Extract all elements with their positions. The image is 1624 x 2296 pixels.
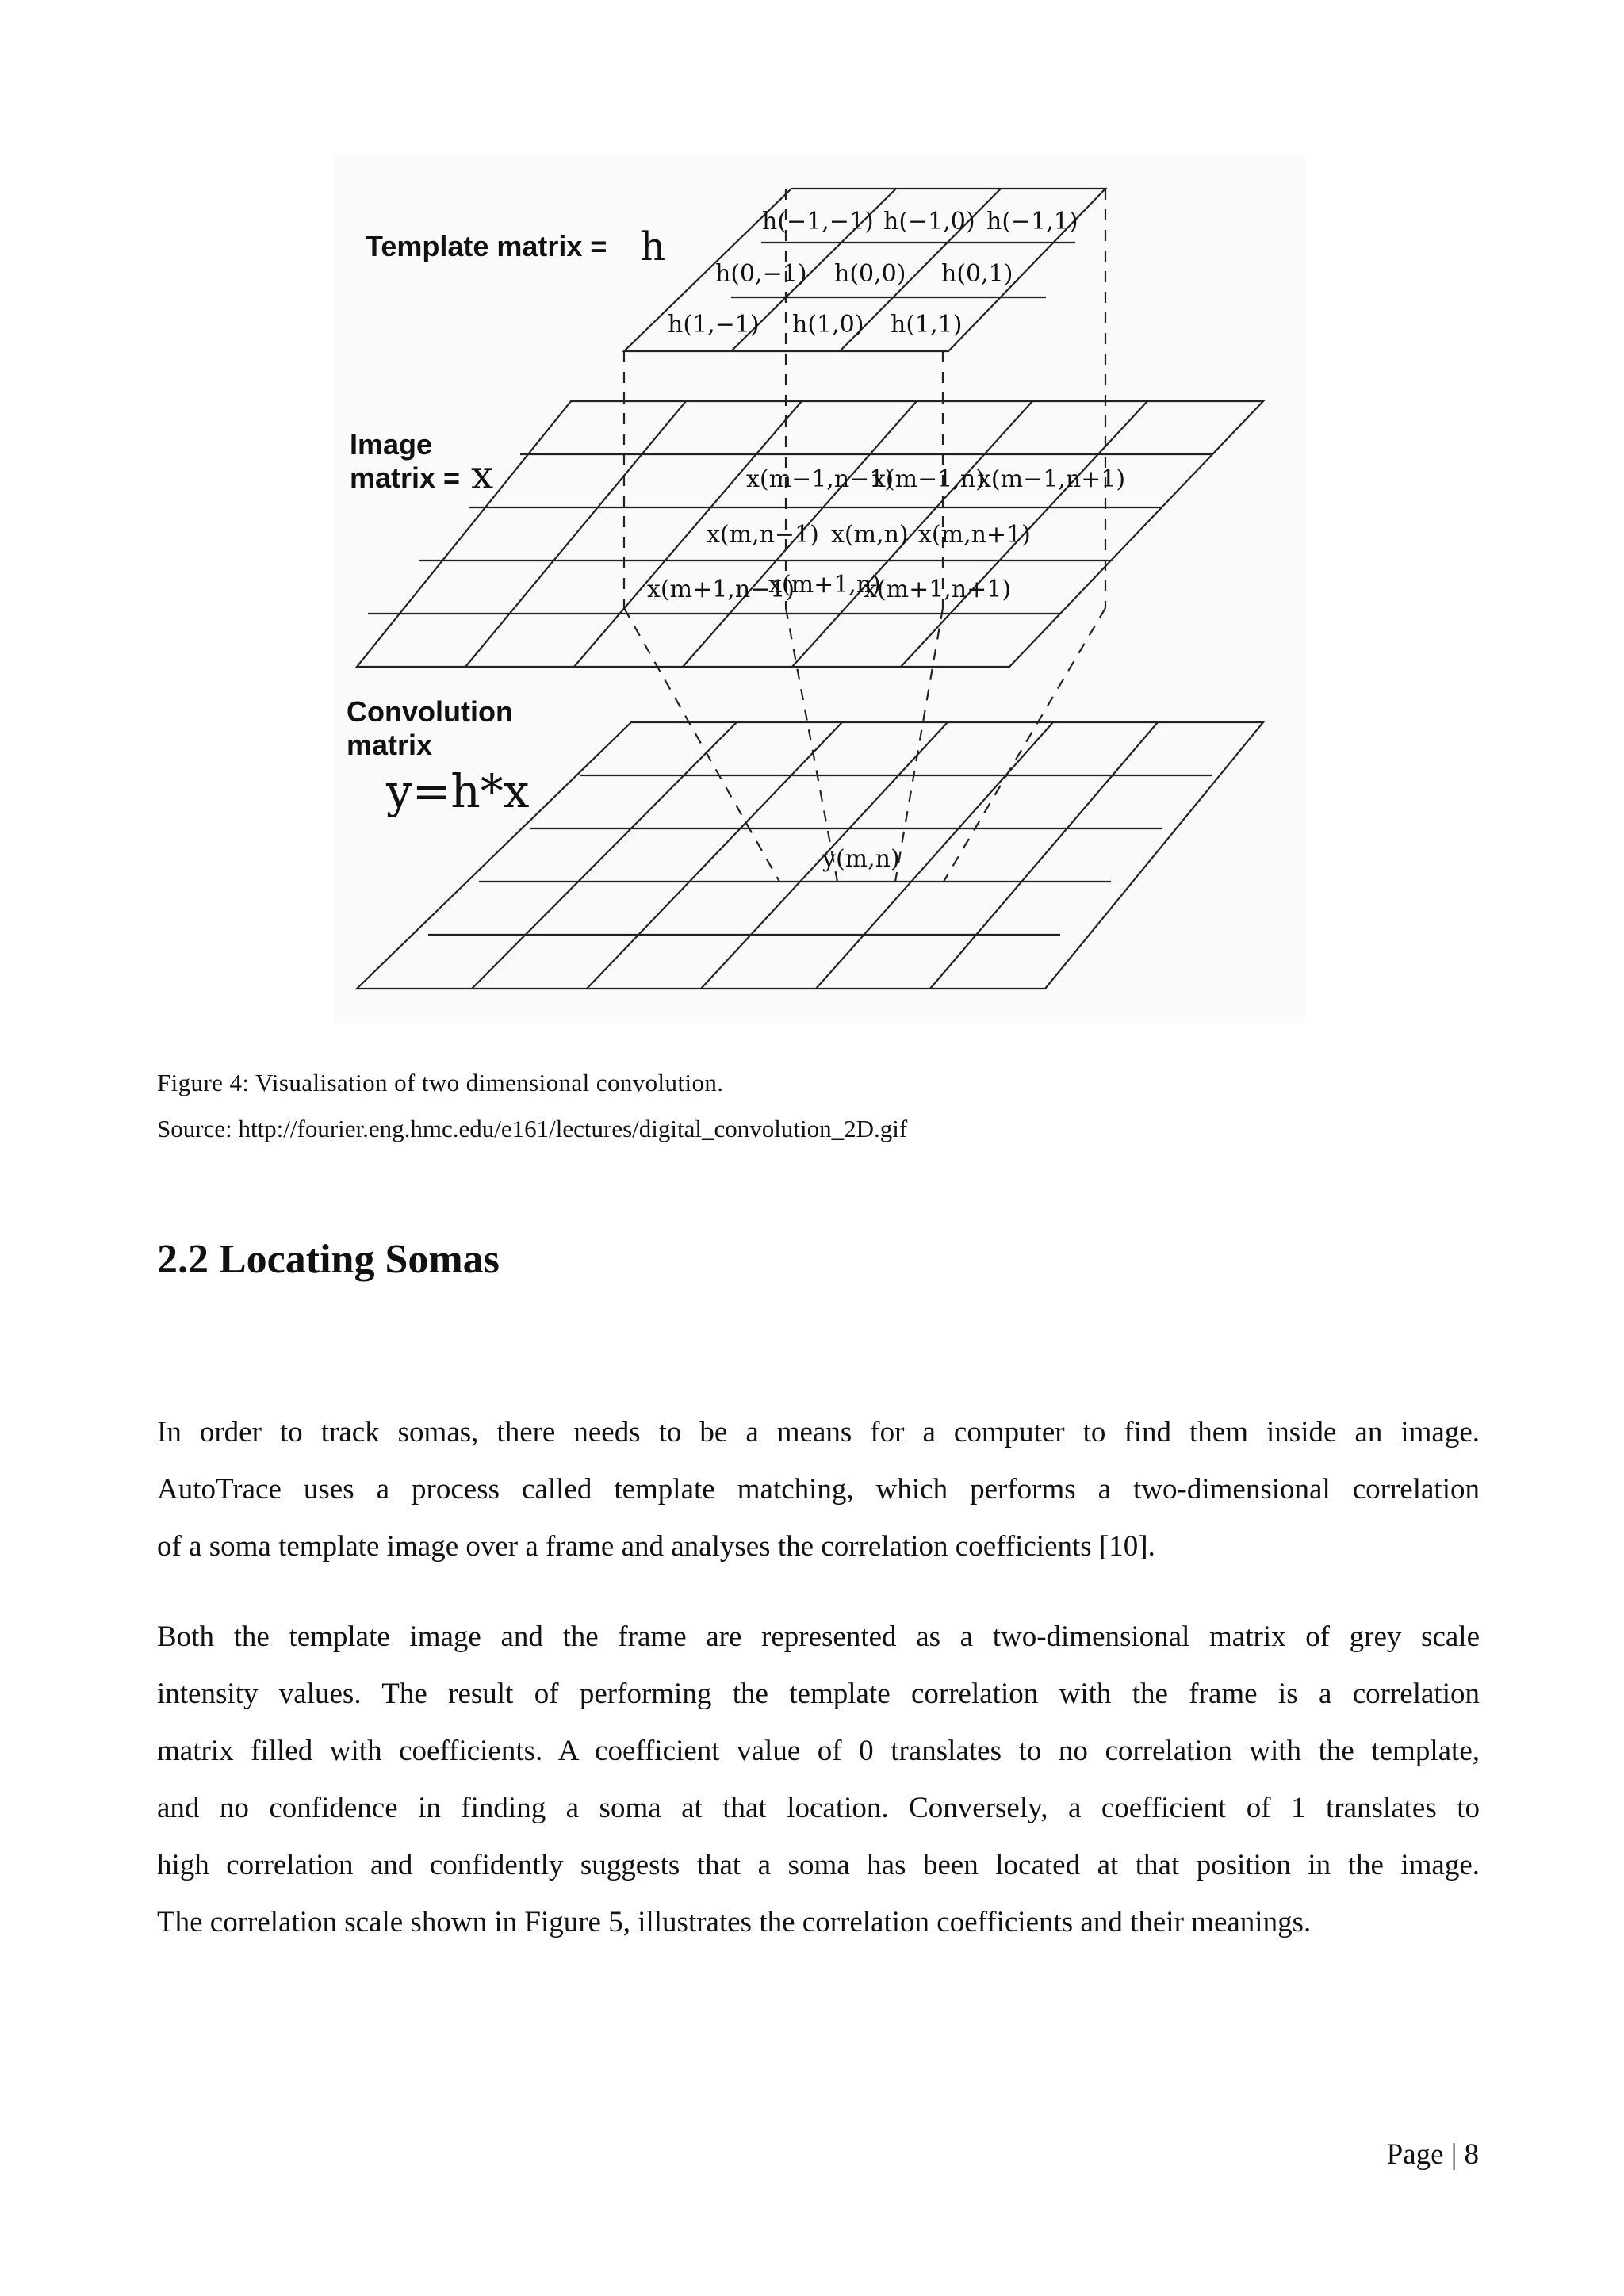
paragraph [157,1404,1480,1575]
convolution-figure [334,156,1305,1023]
paragraph-line: of a soma template image over a frame and analyses the correlation coefficients [10]. [157,1530,1155,1563]
image-cell: x(m−1,n+1) [978,465,1126,493]
paragraph-line: The correlation scale shown in Figure 5, illustrates the correlation coefficients and their meanings. [157,1906,1312,1938]
convolution-matrix-label-line1: Convolution [347,695,513,728]
image-cell: x(m,n+1) [918,521,1031,549]
template-cell: h(0,0) [834,260,906,288]
image-matrix-label-line1: Image [350,428,433,461]
image-matrix-symbol: x [471,452,494,498]
image-cells [647,465,1125,603]
paragraph-line: intensity values. The result of performing the template correlation with the frame is a correlation [157,1678,1480,1710]
image-cell: x(m,n) [831,521,909,549]
template-cell: h(−1,−1) [762,208,874,235]
convolution-matrix-grid [357,722,1263,989]
paragraph-line: AutoTrace uses a process called template matching, which performs a two-dimensional correlation [157,1473,1480,1506]
template-cell: h(0,1) [941,260,1013,288]
image-cell: x(m−1,n) [872,465,985,493]
template-cell: h(1,1) [891,311,963,339]
convolution-matrix-label-line2: matrix [347,729,433,761]
convolution-diagram [334,156,1305,1023]
image-cell: x(m+1,n+1) [864,576,1012,603]
image-cell: x(m+1,n−1) [647,576,795,603]
image-cell: x(m−1,n−1) [746,465,894,493]
template-matrix-label: Template matrix = [366,230,607,262]
paragraph-line: matrix filled with coefficients. A coefficient value of 0 translates to no correlation with the template, [157,1735,1480,1767]
paragraph [157,1609,1480,1951]
template-matrix-symbol: h [640,224,666,270]
figure-source: Source: http://fourier.eng.hmc.edu/e161/lectures/digital_convolution_2D.gif [157,1115,908,1142]
paragraph-line: high correlation and confidently suggests that a soma has been located at that position in the image. [157,1849,1480,1881]
paragraph-line: Both the template image and the frame are represented as a two-dimensional matrix of grey scale [157,1621,1480,1653]
paragraph-line: In order to track somas, there needs to be a means for a computer to find them inside an image. [157,1416,1480,1448]
output-cell: y(m,n) [822,845,900,873]
convolution-equation: y=h*x [386,764,530,818]
template-cell: h(−1,1) [986,208,1078,235]
figure-caption: Figure 4: Visualisation of two dimensional convolution. [157,1069,724,1096]
paragraph-line: and no confidence in finding a soma at that location. Conversely, a coefficient of 1 translates to [157,1792,1480,1824]
image-cell: x(m,n−1) [707,521,819,549]
template-cell: h(1,−1) [668,311,760,339]
section-heading: 2.2 Locating Somas [157,1237,500,1282]
image-matrix-label-line2: matrix = [350,461,461,494]
image-cell: x(m+1,n) [768,571,881,599]
template-cell: h(1,0) [792,311,864,339]
page-number: Page | 8 [1386,2138,1479,2171]
template-cell: h(−1,0) [883,208,975,235]
template-cell: h(0,−1) [715,260,807,288]
